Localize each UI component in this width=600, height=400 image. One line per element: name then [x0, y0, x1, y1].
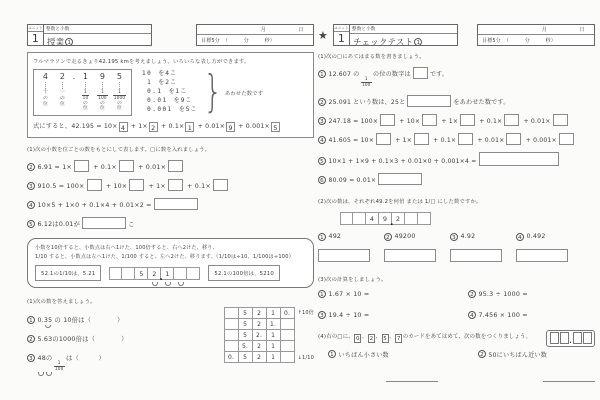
unit-count-row: 0.001 を5こ — [142, 106, 198, 113]
fraction-1-1000: $\frac{1}{1000}$ — [113, 89, 126, 101]
dotted-line — [102, 82, 103, 89]
rq2-answer-boxes — [318, 249, 595, 262]
goal-blanks: （ 分 秒） — [503, 37, 556, 44]
intro-text: フルマラソンで走るきょり42.195 kmを考えましょう。いろいろな表し方ができます。 — [33, 59, 250, 65]
unit-label: ユニット — [334, 25, 349, 32]
item-number: 2 — [468, 290, 476, 298]
rq1-item-2: 2 25.091 という数は、25と をあわせた数です。 — [318, 95, 595, 107]
q1-item-4: 4 10×5 + 1×0 + 0.1×4 + 0.01×2 = — [27, 198, 314, 210]
month-label: 月 — [260, 27, 266, 33]
card-slot — [550, 332, 559, 344]
rq4-subquestions — [318, 350, 595, 359]
fraction-1-10: $\frac{1}{10}$ — [82, 89, 89, 101]
rq1-item-1: 1 12.607 の $\frac{1}{100}$ の位の数字は です。 — [318, 67, 595, 88]
goal-blanks: （ 分 秒） — [222, 37, 275, 44]
goal-label: 目標5分 — [201, 37, 220, 44]
answer-line — [386, 381, 438, 382]
answer-box — [422, 114, 437, 126]
day-label: 日 — [579, 27, 585, 33]
expanded-formula: 式にすると、42.195 = 10× 4 + 1× 2 + 0.1× 1 + 0.01× 9 + 0.001× 5 — [33, 121, 308, 132]
rq4-item-2: 2 50にいちばん近い数 — [478, 350, 547, 359]
page-title-number: 1 — [65, 38, 73, 46]
card-slot — [573, 332, 582, 344]
answer-box — [559, 133, 574, 145]
answer-box — [380, 114, 395, 126]
date-goal-cell — [196, 24, 314, 46]
item-number: 4 — [468, 311, 476, 319]
subject-label: 整数と小数 — [350, 25, 457, 34]
answer-filled-box: 9 — [226, 122, 235, 132]
day-label: 日 — [298, 27, 304, 33]
card-slot — [560, 332, 569, 344]
answer-box — [450, 249, 502, 262]
place-column-ones: 2 一 の 位 — [59, 72, 66, 107]
item-number: 4 — [516, 233, 524, 241]
fraction-1-100: $\frac{1}{100}$ — [98, 89, 107, 101]
answer-box — [460, 114, 475, 126]
place-column-thousandths: 5 $\frac{1}{1000}$ の 位 — [113, 72, 126, 112]
place-column-tens: 4 十 の 位 — [42, 72, 49, 107]
answer-box — [506, 133, 521, 145]
item-number: 1 — [328, 350, 336, 358]
q1-item-2: 2 6.91 = 1× + 0.1× + 0.01× — [27, 160, 314, 172]
answer-box — [168, 160, 183, 172]
answer-box — [504, 114, 519, 126]
rq2-item-2: 2 49200 — [384, 233, 450, 241]
brace-label: あわせた数です — [224, 91, 264, 97]
decimal-shift-rule-box — [27, 238, 314, 288]
decimal-point-dot: . — [569, 337, 572, 346]
answer-filled-box: 1 — [185, 122, 194, 132]
answer-box — [74, 160, 89, 172]
subject-label: 整数と小数 — [44, 25, 151, 34]
rule-line-2: 1/10 すると、小数点は左へ1けた、1/100 すると、左へ2けた、移ります。（1/10は÷10、1/100は÷100） — [35, 254, 294, 261]
date-row — [478, 25, 594, 35]
item-number: 3 — [27, 354, 35, 362]
item-number: 2 — [318, 98, 326, 106]
unit-number: 1 — [31, 32, 40, 45]
rq2-item-4: 4 0.492 — [516, 233, 582, 241]
answer-box — [119, 160, 134, 172]
rq3-problems — [318, 290, 595, 319]
goal-label: 目標5分 — [482, 37, 501, 44]
decimal-shift-mark — [38, 372, 44, 376]
answer-box — [407, 95, 451, 107]
card-slot — [583, 332, 592, 344]
unit-number: 1 — [337, 32, 346, 45]
rq1-item-3: 3 247.18 = 100× + 10× + 1× + 0.1× + 0.01× — [318, 114, 595, 126]
answer-box — [378, 173, 422, 185]
goal-row — [197, 35, 313, 45]
rq3-instruction: (3)次の計算をしましょう。 — [318, 276, 387, 283]
shift-table-group — [224, 299, 314, 372]
star-icon: ★ — [318, 29, 329, 42]
one-tenth-label: ↓1/10 — [297, 355, 314, 362]
answer-box — [154, 198, 198, 210]
unit-cell — [333, 24, 350, 46]
answer-box — [318, 249, 370, 262]
item-number: 2 — [27, 335, 35, 343]
rq3-item-1: 1 1.67 × 10 = — [318, 290, 468, 298]
rule-examples-row — [35, 265, 306, 281]
rq4-answer-lines — [318, 381, 595, 382]
unit-count-row: 0.1 を1こ — [142, 88, 188, 95]
answer-box — [168, 179, 183, 191]
item-number: 1 — [318, 233, 326, 241]
rq3-item-2: 2 95.3 ÷ 1000 = — [468, 290, 595, 298]
item-number: 2 — [478, 350, 486, 358]
practice-section — [27, 297, 314, 372]
digit-strip-49-2: 4 9 2 . — [340, 212, 595, 225]
unit-count-list — [142, 69, 198, 114]
item-number: 4 — [27, 201, 35, 209]
decimal-shift-mark — [45, 325, 51, 329]
check-test-header — [318, 24, 595, 46]
answer-filled-box: 2 — [149, 122, 158, 132]
answer-box — [458, 133, 473, 145]
practice-questions — [27, 297, 224, 372]
date-row — [197, 25, 313, 35]
title-cell — [44, 24, 152, 46]
page-title-number: 1 — [414, 38, 422, 46]
answer-box — [414, 133, 429, 145]
rq2-item-3: 3 4.92 — [450, 233, 516, 241]
decimal-shift-mark — [46, 372, 52, 376]
dotted-line — [119, 82, 120, 89]
unit-count-row: 10 を4こ — [142, 70, 178, 77]
answer-box — [376, 133, 391, 145]
place-column-hundredths: 9 $\frac{1}{100}$ の 位 — [98, 72, 107, 112]
unit-count-row: 0.01 を9こ — [142, 97, 193, 104]
times-ten-label: ↑10倍 — [297, 310, 314, 317]
shift-table-labels — [298, 309, 314, 361]
q1-instruction: (1)次の小数を位ごとの数をもとにして表します。□に数を入れましょう。 — [27, 147, 211, 154]
check-test-page — [318, 24, 595, 382]
item-number: 1 — [318, 70, 326, 78]
item-number: 5 — [318, 157, 326, 165]
answer-line — [543, 381, 595, 382]
answer-box — [213, 179, 228, 191]
answer-box — [82, 217, 126, 229]
rq3-item-4: 4 7.456 × 100 = — [468, 311, 595, 319]
decimal-point-column: . — [72, 72, 76, 81]
header-title-group — [333, 24, 458, 46]
answer-box — [413, 67, 428, 79]
decimal-point-dot: . — [390, 217, 394, 228]
decimal-shift-mark — [165, 282, 171, 286]
item-number: 6 — [318, 176, 326, 184]
brace-glyph: } — [203, 66, 223, 118]
card-slots — [546, 330, 595, 347]
page-title-text: チェックテスト — [353, 37, 414, 48]
q2-item-2: 2 5.63の1000倍は（ ） — [27, 334, 224, 343]
answer-filled-box: 4 — [119, 122, 128, 132]
month-label: 月 — [541, 27, 547, 33]
lesson-header — [27, 24, 314, 46]
q2-item-1: 1 0.35 の 10倍は（ ） — [27, 315, 224, 324]
rq2-item-1: 1 492 — [318, 233, 384, 241]
date-goal-cell — [477, 24, 595, 46]
unit-label: ユニット — [28, 25, 43, 32]
item-number: 3 — [318, 117, 326, 125]
answer-box — [384, 249, 436, 262]
place-shift-table: 5 2 1 0. 5 2 1. 5 2. 1 5. 2 1 0. 5 2 1 — [224, 307, 295, 363]
rq1-item-6: 6 80.09 = 0.01× — [318, 173, 595, 185]
decimal-shift-mark — [178, 282, 184, 286]
fraction-1-100: $\frac{1}{100}$ — [361, 76, 371, 88]
dotted-line — [85, 82, 86, 89]
item-number: 1 — [27, 316, 35, 324]
answer-box — [553, 114, 568, 126]
item-number: 1 — [318, 290, 326, 298]
unit-cell — [27, 24, 44, 46]
item-number: 2 — [384, 233, 392, 241]
item-number: 3 — [318, 311, 326, 319]
place-column-tenths: 1 $\frac{1}{10}$ の 位 — [82, 72, 89, 112]
q1-item-5: 5 6.12は0.01が こ — [27, 217, 314, 229]
rq4-item-1: 1 いちばん小さい数 — [328, 350, 478, 359]
fraction-1-100: $\frac{1}{100}$ — [54, 360, 64, 372]
rq2-choices — [318, 233, 595, 241]
q1-item-3: 3 910.5 = 100× + 10× + 1× + 0.1× — [27, 179, 314, 191]
answer-box — [516, 249, 568, 262]
rule-line-1: 小数を10倍すると、小数点は右へ1けた、100倍すると、右へ2けた、移り、 — [35, 245, 218, 252]
page-title — [44, 34, 151, 49]
lesson-page — [27, 24, 314, 372]
rq1-item-4: 4 41.605 = 10× + 1× + 0.1× + 0.01× + 0.001× — [318, 133, 595, 145]
number-card-5: 5 — [383, 335, 387, 342]
rq1-instruction: (1)次の□にあてはまる数を書きましょう。 — [318, 54, 425, 60]
number-card-2: 2 — [369, 335, 374, 342]
item-number: 5 — [27, 220, 35, 228]
digit-strip: 5 2 1 . — [109, 267, 200, 280]
number-card-0: 0 — [356, 335, 360, 342]
rq4-instruction: (4)右の□に、 0 、 2 、 5 、 7 のカードをあてはめて、次の数をつくりましょう。 . — [318, 332, 595, 343]
goal-row — [478, 35, 594, 45]
item-number: 3 — [450, 233, 458, 241]
dotted-line — [45, 82, 46, 89]
number-card-7: 7 — [396, 335, 401, 342]
rq1-item-5: 5 10×1 + 1×9 + 0.1×3 + 0.01×0 + 0.001×4 = — [318, 152, 595, 166]
rq2-instruction: (2)次の数は、それぞれ49.2を何倍 または 1/□ にした数ですか。 — [318, 198, 482, 205]
unit-count-row: 1 を2こ — [142, 79, 178, 86]
q2-item-3: 3 48の $\frac{1}{100}$ は（ ） — [27, 353, 224, 372]
title-cell — [350, 24, 458, 46]
item-number: 2 — [27, 163, 35, 171]
hundredfold-example-box: 52.1の100倍は、5210 — [208, 265, 280, 281]
tenth-example-box: 52.1の1/10は、5.21 — [35, 265, 101, 281]
answer-box — [87, 179, 102, 191]
example-box — [27, 52, 314, 138]
place-value-example — [33, 66, 308, 118]
answer-box — [479, 152, 559, 166]
item-number: 4 — [318, 136, 326, 144]
q2-instruction: (1)次の数を答えましょう。 — [27, 299, 96, 306]
rq3-item-3: 3 19.4 ÷ 10 = — [318, 311, 468, 319]
answer-filled-box: 5 — [271, 122, 280, 132]
header-title-group — [27, 24, 152, 46]
decimal-point-dot: . — [159, 272, 163, 283]
decimal-shift-mark — [152, 282, 158, 286]
page-title-text: 授業 — [47, 37, 65, 48]
dotted-line — [62, 82, 63, 89]
page-title — [350, 34, 457, 49]
place-value-table — [33, 69, 132, 116]
answer-box — [129, 179, 144, 191]
item-number: 3 — [27, 182, 35, 190]
